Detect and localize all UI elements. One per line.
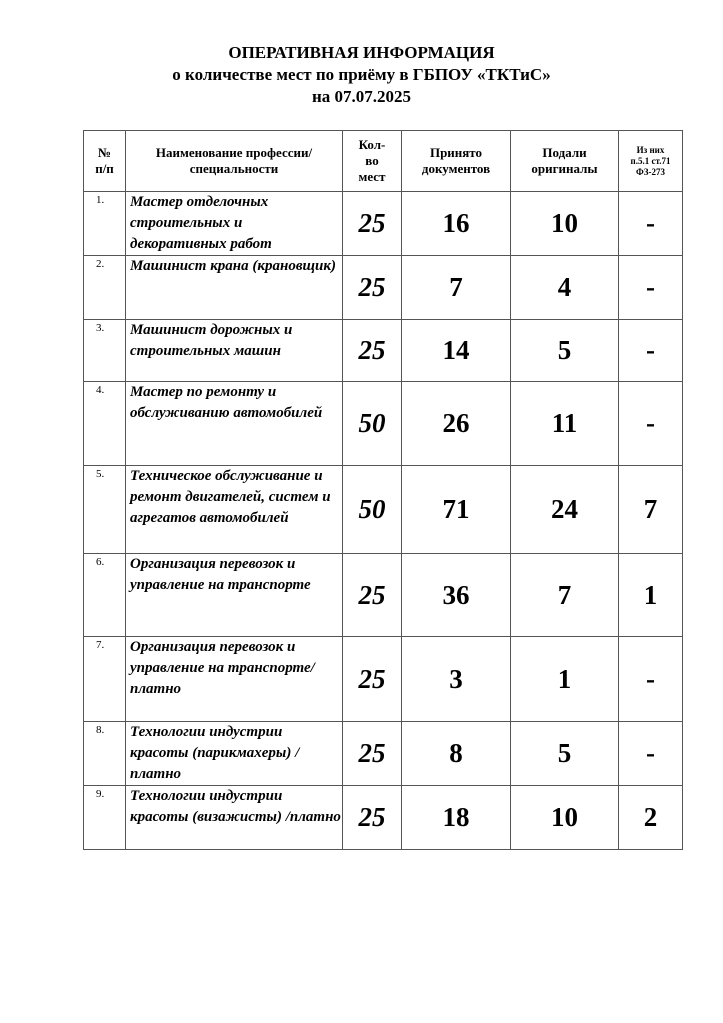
title-line-3: на 07.07.2025 — [311, 87, 412, 106]
row-number: 7. — [84, 637, 126, 722]
row-name: Машинист дорожных и строительных машин — [126, 320, 343, 382]
row-number: 1. — [84, 192, 126, 256]
table-row — [84, 722, 683, 786]
table-row — [84, 786, 683, 850]
row-number: 3. — [84, 320, 126, 382]
row-name: Организация перевозок и управление на транспорте/платно — [126, 637, 343, 722]
row-accepted: 14 — [402, 320, 511, 382]
header-originals: Подали оригиналы — [511, 131, 619, 192]
table-row — [84, 466, 683, 554]
row-places: 50 — [343, 382, 402, 466]
row-law: - — [619, 722, 683, 786]
row-name: Техническое обслуживание и ремонт двигателей, систем и агрегатов автомобилей — [126, 466, 343, 554]
row-places: 25 — [343, 256, 402, 320]
row-places: 25 — [343, 722, 402, 786]
header-law: Из них п.5.1 ст.71 ФЗ-273 — [619, 131, 683, 192]
row-places: 50 — [343, 466, 402, 554]
table-row — [84, 192, 683, 256]
table-row — [84, 554, 683, 637]
header-num: № п/п — [84, 131, 126, 192]
row-number: 5. — [84, 466, 126, 554]
row-originals: 10 — [511, 192, 619, 256]
table-header-row — [84, 131, 683, 192]
row-places: 25 — [343, 554, 402, 637]
table-row — [84, 256, 683, 320]
row-law: 7 — [619, 466, 683, 554]
row-originals: 7 — [511, 554, 619, 637]
row-places: 25 — [343, 192, 402, 256]
row-places: 25 — [343, 320, 402, 382]
header-name: Наименование профессии/специальности — [126, 131, 343, 192]
row-accepted: 71 — [402, 466, 511, 554]
row-originals: 10 — [511, 786, 619, 850]
row-name: Машинист крана (крановщик) — [126, 256, 343, 320]
row-number: 2. — [84, 256, 126, 320]
row-originals: 24 — [511, 466, 619, 554]
row-accepted: 36 — [402, 554, 511, 637]
row-number: 4. — [84, 382, 126, 466]
title-line-2: о количестве мест по приёму в ГБПОУ «ТКТиС» — [172, 65, 551, 84]
row-originals: 4 — [511, 256, 619, 320]
header-places: Кол-во мест — [343, 131, 402, 192]
row-number: 9. — [84, 786, 126, 850]
row-accepted: 16 — [402, 192, 511, 256]
row-law: 1 — [619, 554, 683, 637]
row-law: 2 — [619, 786, 683, 850]
row-law: - — [619, 320, 683, 382]
table-row — [84, 382, 683, 466]
row-accepted: 26 — [402, 382, 511, 466]
row-accepted: 18 — [402, 786, 511, 850]
row-name: Мастер отделочных строительных и декоративных работ — [126, 192, 343, 256]
row-originals: 5 — [511, 722, 619, 786]
row-number: 8. — [84, 722, 126, 786]
row-places: 25 — [343, 637, 402, 722]
row-originals: 11 — [511, 382, 619, 466]
row-name: Организация перевозок и управление на транспорте — [126, 554, 343, 637]
row-accepted: 3 — [402, 637, 511, 722]
row-originals: 5 — [511, 320, 619, 382]
header-accepted: Принято документов — [402, 131, 511, 192]
row-law: - — [619, 382, 683, 466]
table-row — [84, 320, 683, 382]
document-title — [0, 42, 723, 108]
admissions-table — [83, 130, 683, 850]
row-name: Мастер по ремонту и обслуживанию автомобилей — [126, 382, 343, 466]
row-law: - — [619, 637, 683, 722]
row-accepted: 7 — [402, 256, 511, 320]
row-originals: 1 — [511, 637, 619, 722]
table-row — [84, 637, 683, 722]
row-accepted: 8 — [402, 722, 511, 786]
row-places: 25 — [343, 786, 402, 850]
row-name: Технологии индустрии красоты (парикмахеры) /платно — [126, 722, 343, 786]
row-law: - — [619, 256, 683, 320]
title-line-1: ОПЕРАТИВНАЯ ИНФОРМАЦИЯ — [228, 43, 495, 62]
row-law: - — [619, 192, 683, 256]
row-name: Технологии индустрии красоты (визажисты) /платно — [126, 786, 343, 850]
row-number: 6. — [84, 554, 126, 637]
